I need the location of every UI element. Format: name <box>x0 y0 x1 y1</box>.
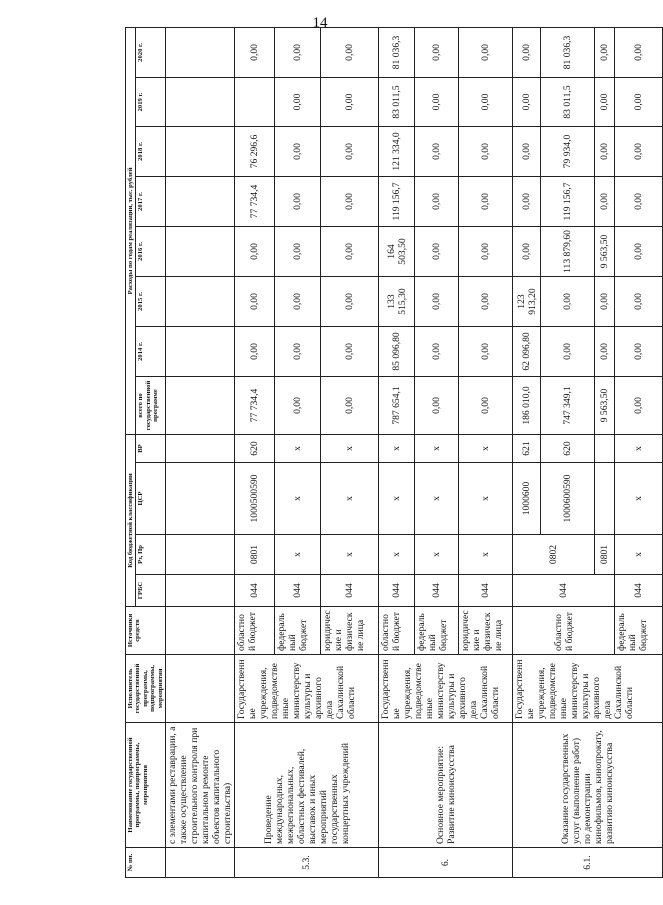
total-cell: 9 563,50 <box>595 376 615 434</box>
year-cell: 0,00 <box>321 27 379 77</box>
year-cell: 0,00 <box>541 326 595 376</box>
page-number: 14 <box>312 15 328 31</box>
year-cell: 164 503,50 <box>379 226 415 276</box>
vr-cell: 620 <box>235 434 275 462</box>
year-cell: 0,00 <box>615 176 663 226</box>
year-cell: 0,00 <box>595 276 615 326</box>
rzpr-cell: 0801 <box>595 535 615 575</box>
year-cell: 0,00 <box>275 27 321 77</box>
year-cell: 0,00 <box>321 326 379 376</box>
csr-cell: 1000600 <box>513 463 541 535</box>
vr-cell: x <box>321 434 379 462</box>
year-cell: 0,00 <box>595 77 615 126</box>
total-cell: 0,00 <box>321 376 379 434</box>
year-cell: 0,00 <box>321 176 379 226</box>
total-cell: 77 734,4 <box>235 376 275 434</box>
source-label: федеральный бюджет <box>415 607 459 655</box>
vr-cell: x <box>459 434 513 462</box>
year-cell: 0,00 <box>275 176 321 226</box>
rzpr-cell: x <box>379 535 415 575</box>
rzpr-cell: x <box>415 535 459 575</box>
csr-cell: 1000600590 <box>541 463 595 535</box>
year-cell: 0,00 <box>459 126 513 176</box>
total-cell: 0,00 <box>459 376 513 434</box>
rzpr-cell: x <box>615 535 663 575</box>
source-label: областной бюджет <box>235 607 275 655</box>
rzpr-cell: x <box>459 535 513 575</box>
grbs-cell: 044 <box>321 575 379 607</box>
year-cell: 62 096,80 <box>513 326 541 376</box>
header-year-2020: 2020 г. <box>136 27 166 77</box>
csr-cell: x <box>415 463 459 535</box>
year-cell: 85 096,80 <box>379 326 415 376</box>
year-cell: 0,00 <box>513 176 541 226</box>
year-cell: 0,00 <box>615 126 663 176</box>
grbs-cell: 044 <box>615 575 663 607</box>
year-cell: 0,00 <box>321 276 379 326</box>
budget-table <box>125 27 663 878</box>
grbs-cell: 044 <box>235 575 275 607</box>
year-cell: 123 913,20 <box>513 276 541 326</box>
header-rzpr: Рз, Пр <box>136 535 166 575</box>
year-cell: 133 515,30 <box>379 276 415 326</box>
executor-text: Государственные учреждения, подведомственные министерству культуры и архивного дела Сахалинской области <box>513 655 663 723</box>
header-year-2017: 2017 г. <box>136 176 166 226</box>
table-row <box>235 27 275 877</box>
measure-name: Проведение международных, межрегиональных, областных фестивалей, выставок и иных мероприятий государственных концертных учреждений <box>235 723 379 848</box>
year-cell: 0,00 <box>615 27 663 77</box>
year-cell: 0,00 <box>459 77 513 126</box>
year-cell: 0,00 <box>415 226 459 276</box>
year-cell: 83 011,5 <box>379 77 415 126</box>
grbs-cell: 044 <box>513 575 615 607</box>
year-cell: 0,00 <box>459 176 513 226</box>
year-cell: 119 156,7 <box>541 176 595 226</box>
total-cell: 0,00 <box>415 376 459 434</box>
source-label: областной бюджет <box>379 607 415 655</box>
year-cell: 121 334,0 <box>379 126 415 176</box>
year-cell: 0,00 <box>513 77 541 126</box>
year-cell: 0,00 <box>595 27 615 77</box>
header-grbs: ГРБС <box>136 575 166 607</box>
csr-cell: x <box>321 463 379 535</box>
year-cell: 0,00 <box>415 276 459 326</box>
year-cell: 0,00 <box>321 77 379 126</box>
row-number: 5.3. <box>235 848 379 878</box>
year-cell: 0,00 <box>275 276 321 326</box>
csr-cell: x <box>275 463 321 535</box>
grbs-cell: 044 <box>415 575 459 607</box>
header-num: № пп. <box>126 848 166 878</box>
vr-cell: x <box>379 434 415 462</box>
rzpr-cell: 0802 <box>513 535 595 575</box>
header-year-2016: 2016 г. <box>136 226 166 276</box>
header-year-2014: 2014 г. <box>136 326 166 376</box>
cell-empty <box>166 848 235 878</box>
year-cell: 0,00 <box>459 226 513 276</box>
header-vr: ВР <box>136 434 166 462</box>
source-label: юридические и физические лица <box>321 607 379 655</box>
csr-cell: x <box>459 463 513 535</box>
year-cell: 0,00 <box>235 326 275 376</box>
total-cell: 787 654,1 <box>379 376 415 434</box>
year-cell: 0,00 <box>595 326 615 376</box>
year-cell: 77 734,4 <box>235 176 275 226</box>
measure-name: Основное мероприятие: Развитие киноискусства <box>379 723 513 848</box>
year-cell: 81 036,3 <box>541 27 595 77</box>
rzpr-cell: x <box>321 535 379 575</box>
vr-cell: x <box>275 434 321 462</box>
header-year-2019: 2019 г. <box>136 77 166 126</box>
year-cell: 83 011,5 <box>541 77 595 126</box>
source-label: федеральный бюджет <box>615 607 663 655</box>
year-cell: 0,00 <box>459 326 513 376</box>
year-cell: 0,00 <box>415 27 459 77</box>
year-cell: 0,00 <box>595 176 615 226</box>
total-cell: 186 010,0 <box>513 376 541 434</box>
year-cell: 0,00 <box>275 126 321 176</box>
header-executor: Исполнитель государственной программы, подпрограммы, мероприятия <box>126 655 166 723</box>
header-total: всего по государственной программе <box>136 376 166 434</box>
header-expenses: Расходы по годам реализации, тыс. рублей <box>126 27 136 434</box>
year-cell: 0,00 <box>321 226 379 276</box>
grbs-cell: 044 <box>459 575 513 607</box>
year-cell: 0,00 <box>235 276 275 326</box>
year-cell: 0,00 <box>615 77 663 126</box>
table-row <box>513 27 541 877</box>
year-cell: 76 296,6 <box>235 126 275 176</box>
source-label: федеральный бюджет <box>275 607 321 655</box>
year-cell: 0,00 <box>541 276 595 326</box>
header-year-2018: 2018 г. <box>136 126 166 176</box>
year-cell: 119 156,7 <box>379 176 415 226</box>
year-cell: 0,00 <box>321 126 379 176</box>
rotated-table-wrapper <box>125 28 650 878</box>
header-budget-class: Код бюджетной классификации <box>126 434 136 606</box>
row-number: 6.1. <box>513 848 663 878</box>
executor-text: Государственные учреждения, подведомственные министерству культуры и архивного дела Сахалинской области <box>379 655 513 723</box>
header-source: Источники средств <box>126 607 166 655</box>
vr-cell: 620 <box>541 434 595 462</box>
year-cell: 0,00 <box>513 27 541 77</box>
csr-cell <box>595 463 615 535</box>
total-cell: 0,00 <box>615 376 663 434</box>
year-cell: 0,00 <box>615 326 663 376</box>
header-name: Наименование государственной программы, подпрограммы, мероприятия <box>126 723 166 848</box>
year-cell: 0,00 <box>513 226 541 276</box>
table-row <box>379 27 415 877</box>
header-csr: ЦСР <box>136 463 166 535</box>
year-cell: 0,00 <box>415 176 459 226</box>
year-cell: 0,00 <box>275 226 321 276</box>
executor-text: Государственные учреждения, подведомственные министерству культуры и архивного дела Сахалинской области <box>235 655 379 723</box>
year-cell: 0,00 <box>415 77 459 126</box>
measure-name: Оказание государственных услуг (выполнение работ) по демонстрации кинофильмов, кинопрокату, развитию киноискусства <box>513 723 663 848</box>
total-cell: 0,00 <box>275 376 321 434</box>
year-cell: 0,00 <box>595 126 615 176</box>
source-label: областной бюджет <box>513 607 615 655</box>
csr-cell: x <box>615 463 663 535</box>
year-cell: 0,00 <box>235 27 275 77</box>
rzpr-cell: x <box>275 535 321 575</box>
vr-cell: x <box>415 434 459 462</box>
year-cell: 113 879,60 <box>541 226 595 276</box>
header-year-2015: 2015 г. <box>136 276 166 326</box>
total-cell: 747 349,1 <box>541 376 595 434</box>
year-cell: 9 563,50 <box>595 226 615 276</box>
year-cell <box>235 77 275 126</box>
year-cell: 0,00 <box>615 276 663 326</box>
vr-cell: x <box>615 434 663 462</box>
vr-cell <box>595 434 615 462</box>
row-number: 6. <box>379 848 513 878</box>
year-cell: 0,00 <box>415 126 459 176</box>
continuation-text: с элементами реставрации, а также осуществление строительного контроля при капитальном ремонте объектов капитального строительства) <box>166 723 235 848</box>
rzpr-cell: 0801 <box>235 535 275 575</box>
year-cell: 0,00 <box>615 226 663 276</box>
csr-cell: 1000500590 <box>235 463 275 535</box>
table-row <box>166 27 235 877</box>
year-cell: 0,00 <box>513 126 541 176</box>
csr-cell: x <box>379 463 415 535</box>
year-cell: 0,00 <box>459 276 513 326</box>
year-cell: 0,00 <box>275 326 321 376</box>
year-cell: 0,00 <box>459 27 513 77</box>
grbs-cell: 044 <box>275 575 321 607</box>
vr-cell: 621 <box>513 434 541 462</box>
year-cell: 0,00 <box>235 226 275 276</box>
year-cell: 79 934,0 <box>541 126 595 176</box>
grbs-cell: 044 <box>379 575 415 607</box>
year-cell: 0,00 <box>275 77 321 126</box>
year-cell: 0,00 <box>415 326 459 376</box>
year-cell: 81 036,3 <box>379 27 415 77</box>
source-label: юридические и физические лица <box>459 607 513 655</box>
